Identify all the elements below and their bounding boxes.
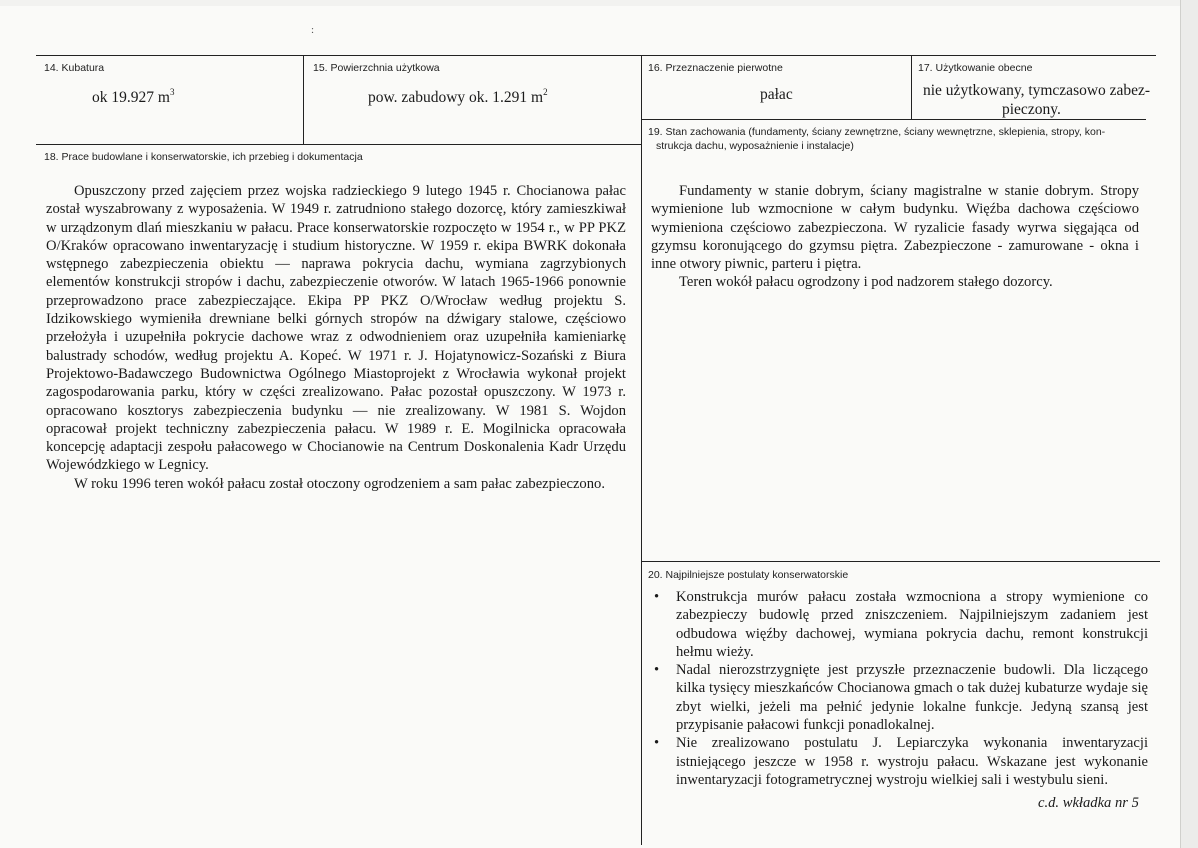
bullet-icon: •: [654, 662, 660, 679]
field-18-text: [46, 182, 626, 493]
list-item-text: Nadal nierozstrzygnięte jest przyszłe przeznaczenie budowli. Dla liczącego kilka tysięcy mieszkańców Chocianowa gmach o tak dużej kubaturze wydaje się zbyt wielki, jeżeli ma pełnić jedynie lokalne funkcje. Jedyną szansą jest przypisanie pałacowi funkcji ponadlokalnej.: [676, 662, 1148, 734]
field-18-paragraph: Opuszczony przed zajęciem przez wojska radzieckiego 9 lutego 1945 r. Chocianowa pałac został wyszabrowany z wyposażenia. W 1949 r. zatrudniono stałego dozorcę, który zamieszkiwał w urządzonym dlań mieszkaniu w pałacu. Prace konserwatorskie rozpoczęto w 1954 r., w PP PKZ O/Kraków opracowano inwentaryzację i studium historyczne. W 1959 r. ekipa BWRK dokonała wstępnego zabezpieczenia obiektu — naprawa pokrycia dachu, wymiana zagrzybionych elementów konstrukcji stropów i dachu, zabezpieczenie otworów. W latach 1965-1966 ponownie przeprowadzono prace zabezpieczające. Ekipa PP PKZ O/Wrocław według projektu S. Idzikowskiego wymieniła drewniane belki górnych stropów na dźwigary stalowe, częściowo przełożyła i uzupełniła pokrycie dachowe wraz z odwodnieniem oraz uzupełniła kamieniarkę balustrady schodów, według projektu A. Kopeć. W 1971 r. J. Hojatynowicz-Sozański z Biura Projektowo-Badawczego Budownictwa Ogólnego Miastoprojekt z Wrocławia wykonał projekt zagospodarowania parku, który w części zrealizowano. Pałac pozostał opuszczony. W 1973 r. opracowano kosztorys zabezpieczenia budynku — nie zrealizowany. W 1981 S. Wojdon opracował projekt techniczny zabezpieczenia pałacu. W 1989 r. E. Mogilnicka opracowała koncepcję adaptacji zespołu pałacowego w Chocianowie na Centrum Doskonalenia Kadr Urzędu Wojewódzkiego w Legnicy.: [46, 183, 626, 474]
list-item: [651, 734, 1148, 789]
field-17-label: 17. Użytkowanie obecne: [918, 62, 1033, 74]
field-14-label: 14. Kubatura: [44, 62, 105, 74]
page-right-edge: [1180, 0, 1198, 848]
page-mark: :: [311, 24, 315, 36]
continuation-note: c.d. wkładka nr 5: [1038, 795, 1139, 811]
field-19-paragraph: Teren wokół pałacu ogrodzony i pod nadzorem stałego dozorcy.: [679, 274, 1053, 291]
rule-16-17-bottom: [641, 119, 1146, 120]
field-19-label-line1: 19. Stan zachowania (fundamenty, ściany zewnętrzne, ściany wewnętrzne, sklepienia, stropy, kon-: [648, 126, 1106, 138]
field-19-text: [651, 182, 1139, 292]
field-20-label: 20. Najpilniejsze postulaty konserwatorskie: [648, 569, 849, 581]
rule-15-16: [641, 55, 642, 845]
field-19-label-line2: strukcja dachu, wyposażnienie i instalacje): [656, 140, 854, 152]
page-top-edge: [0, 0, 1198, 6]
field-17-value-line2: pieczony.: [1002, 101, 1061, 118]
field-18-paragraph: W roku 1996 teren wokół pałacu został otoczony ogrodzeniem a sam pałac zabezpieczono.: [74, 475, 605, 492]
list-item-text: Nie zrealizowano postulatu J. Lepiarczyka wykonania inwentaryzacji istniejącego jeszcze w 1958 r. wystroju pałacu. Wskazane jest wykonanie inwentaryzacji fotogrametrycznej wystroju wielkiej sali i westybulu sieni.: [676, 735, 1148, 788]
field-16-label: 16. Przeznaczenie pierwotne: [648, 62, 783, 74]
field-15-value: [368, 89, 548, 107]
bullet-icon: •: [654, 735, 660, 752]
field-17-value-line1: nie użytkowany, tymczasowo zabez-: [923, 82, 1151, 99]
kubatura-value: ok 19.927 m: [92, 89, 170, 106]
field-19-paragraph: Fundamenty w stanie dobrym, ściany magistralne w stanie dobrym. Stropy wymienione lub wzmocnione w całym budynku. Więźba dachowa częściowo wymieniona częściowo zabezpieczona. W ryzalicie fasady wyrwa sięgająca od gzymsu koronującego do gzymsu piętra. Zabezpieczone - zamurowane - okna i inne otwory piwnic, parteru i piętra.: [651, 183, 1139, 273]
bullet-icon: •: [654, 589, 660, 605]
field-14-value: [92, 89, 174, 107]
rule-16-17: [911, 55, 912, 120]
area-value: pow. zabudowy ok. 1.291 m: [368, 89, 544, 106]
rule-20-top: [641, 561, 1160, 562]
field-20-list: [651, 588, 1148, 789]
list-item-text: Konstrukcja murów pałacu została wzmocniona a stropy wymienione co zabezpieczy budowlę przed zniszczeniem. Najpilniejszym zadaniem jest odbudowa więźby dachowej, wymiana pokrycia dachu, remont konstrukcji hełmu wieży.: [676, 589, 1148, 660]
kubatura-unit-exponent: 3: [169, 87, 175, 97]
rule-top: [36, 55, 1156, 56]
rule-18-top: [36, 144, 641, 145]
rule-14-15: [303, 55, 304, 145]
list-item: [651, 588, 1148, 661]
field-18-label: 18. Prace budowlane i konserwatorskie, ich przebieg i dokumentacja: [44, 151, 363, 163]
field-16-value: pałac: [760, 86, 793, 103]
area-unit-exponent: 2: [543, 87, 548, 97]
list-item: [651, 661, 1148, 734]
field-15-label: 15. Powierzchnia użytkowa: [313, 62, 440, 74]
